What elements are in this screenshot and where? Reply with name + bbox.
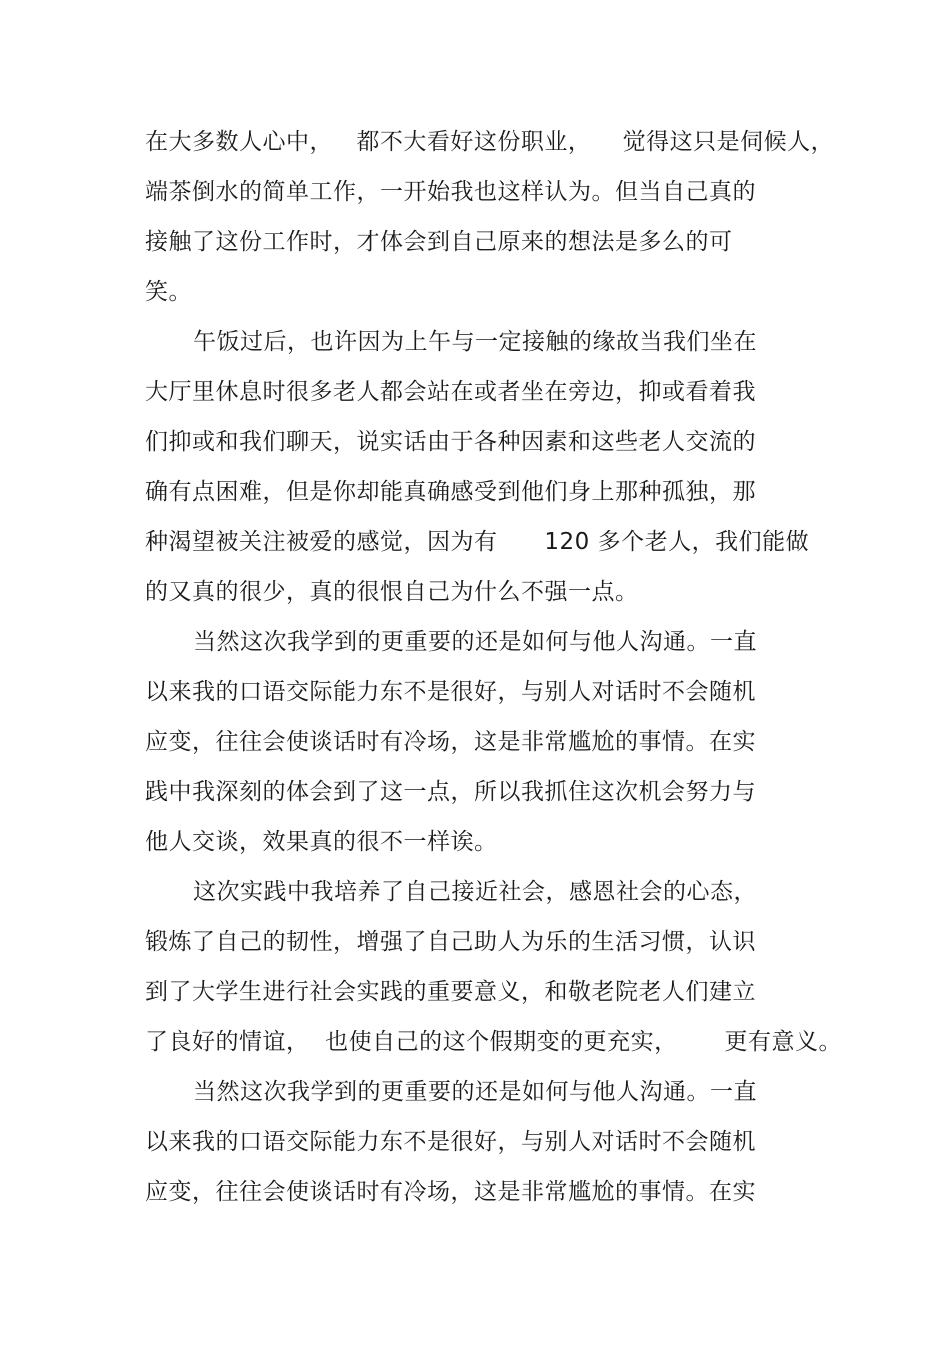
text-line: 应变，往往会使谈话时有冷场，这是非常尴尬的事情。在实 xyxy=(145,729,756,755)
text-line: 了良好的情谊， 也使自己的这个假期变的更充实， 更有意义。 xyxy=(145,1029,842,1055)
text-line: 接触了这份工作时，才体会到自己原来的想法是多么的可 xyxy=(145,229,733,255)
text-line: 践中我深刻的体会到了这一点，所以我抓住这次机会努力与 xyxy=(145,779,756,805)
text-line: 确有点困难，但是你却能真确感受到他们身上那种孤独，那 xyxy=(145,479,756,505)
text-line: 笑。 xyxy=(145,279,192,305)
paragraph-first-line: 这次实践中我培养了自己接近社会，感恩社会的心态， xyxy=(193,879,757,905)
text-line: 种渴望被关注被爱的感觉，因为有 120 多个老人，我们能做 xyxy=(145,529,810,555)
text-line: 到了大学生进行社会实践的重要意义，和敬老院老人们建立 xyxy=(145,979,756,1005)
text-line: 他人交谈，效果真的很不一样诶。 xyxy=(145,829,498,855)
paragraph-first-line: 午饭过后，也许因为上午与一定接触的缘故当我们坐在 xyxy=(193,329,757,355)
text-line: 在大多数人心中， 都不大看好这份职业， 觉得这只是伺候人， xyxy=(145,129,835,155)
text-line: 应变，往往会使谈话时有冷场，这是非常尴尬的事情。在实 xyxy=(145,1179,756,1205)
text-line: 端茶倒水的简单工作，一开始我也这样认为。但当自己真的 xyxy=(145,179,756,205)
text-line: 锻炼了自己的韧性，增强了自己助人为乐的生活习惯，认识 xyxy=(145,929,756,955)
text-line: 大厅里休息时很多老人都会站在或者坐在旁边，抑或看着我 xyxy=(145,379,756,405)
text-line: 以来我的口语交际能力东不是很好，与别人对话时不会随机 xyxy=(145,1129,756,1155)
paragraph-first-line: 当然这次我学到的更重要的还是如何与他人沟通。一直 xyxy=(193,629,757,655)
text-line: 的又真的很少，真的很恨自己为什么不强一点。 xyxy=(145,579,639,605)
text-line: 们抑或和我们聊天，说实话由于各种因素和这些老人交流的 xyxy=(145,429,756,455)
text-line: 以来我的口语交际能力东不是很好，与别人对话时不会随机 xyxy=(145,679,756,705)
paragraph-first-line: 当然这次我学到的更重要的还是如何与他人沟通。一直 xyxy=(193,1079,757,1105)
